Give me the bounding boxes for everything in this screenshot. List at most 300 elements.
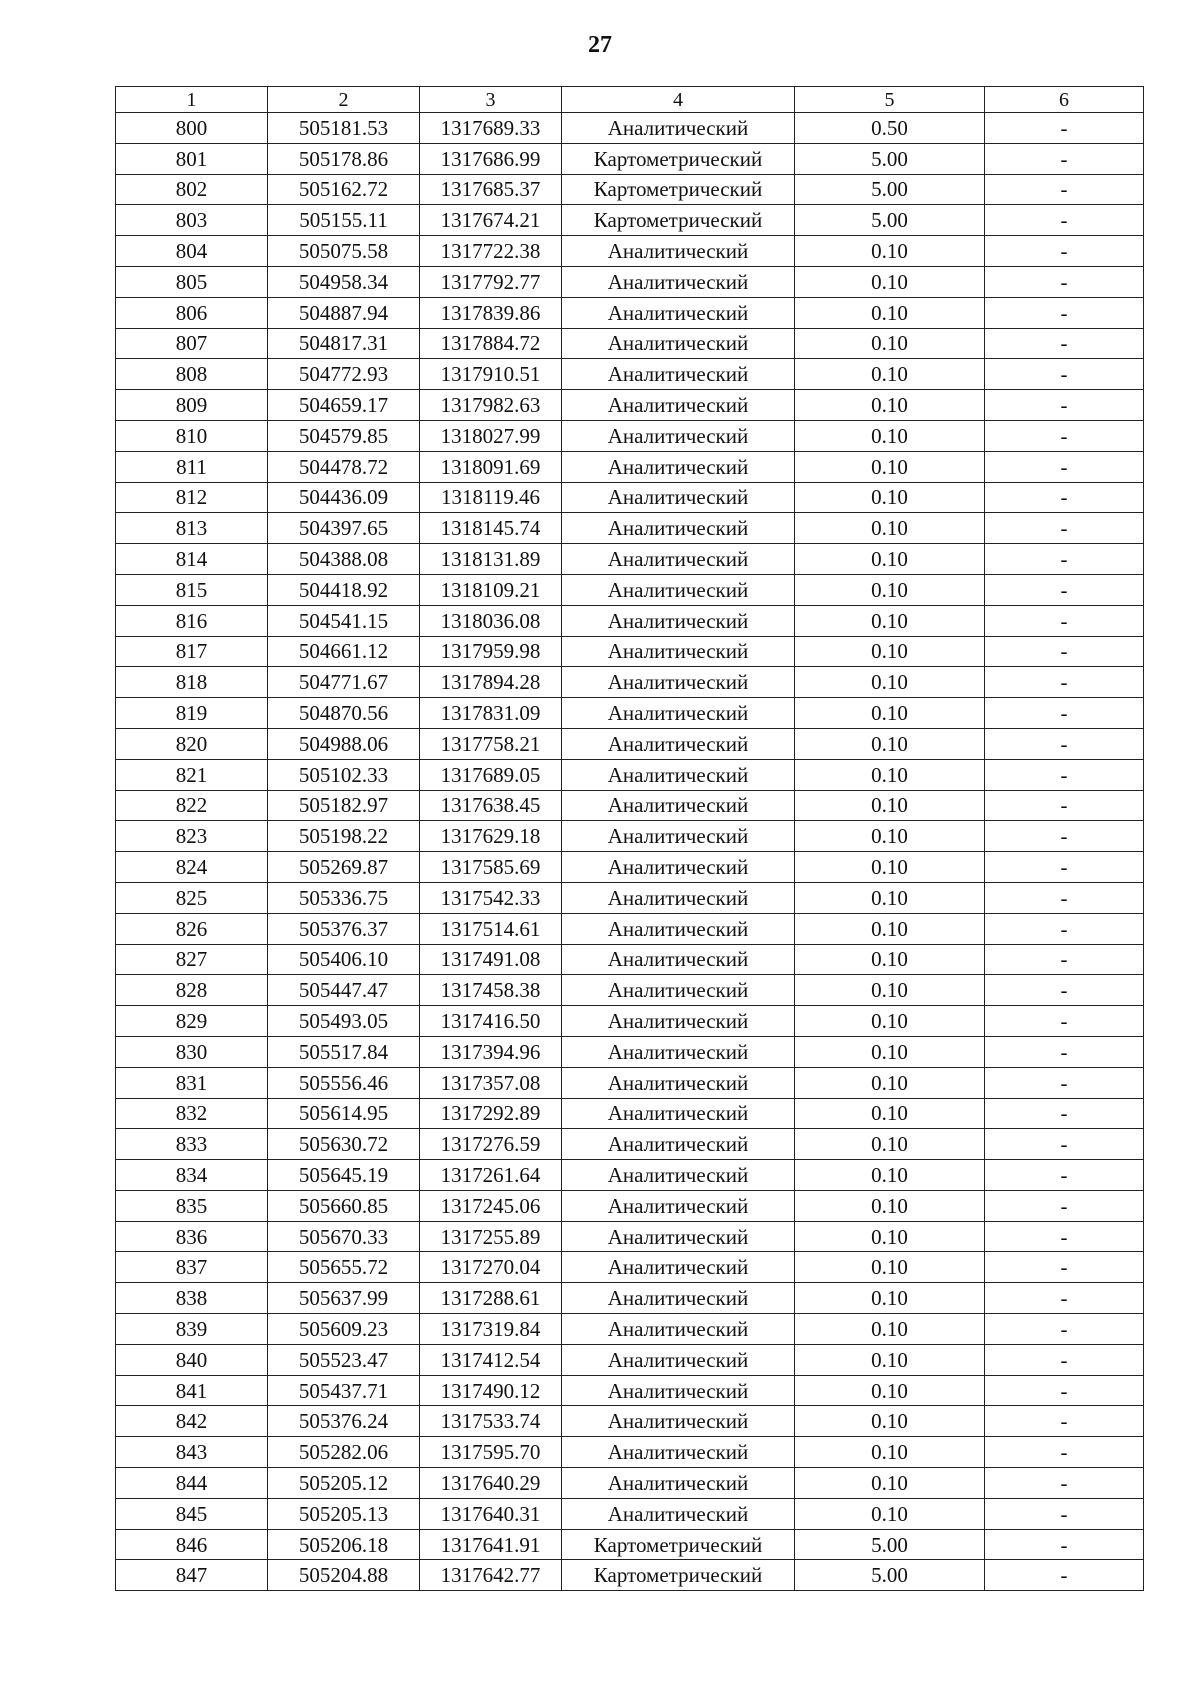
x-coordinate-cell: 505437.71: [268, 1375, 420, 1406]
method-cell: Аналитический: [562, 882, 795, 913]
y-coordinate-cell: 1317831.09: [420, 698, 562, 729]
accuracy-cell: 0.10: [795, 1314, 985, 1345]
accuracy-cell: 0.10: [795, 1190, 985, 1221]
point-number-cell: 821: [116, 759, 268, 790]
y-coordinate-cell: 1317689.05: [420, 759, 562, 790]
table-row: [116, 236, 1144, 267]
note-cell: -: [985, 451, 1144, 482]
y-coordinate-cell: 1317458.38: [420, 975, 562, 1006]
method-cell: Аналитический: [562, 944, 795, 975]
table-row: [116, 759, 1144, 790]
note-cell: -: [985, 1498, 1144, 1529]
y-coordinate-cell: 1317674.21: [420, 205, 562, 236]
y-coordinate-cell: 1317884.72: [420, 328, 562, 359]
note-cell: -: [985, 359, 1144, 390]
x-coordinate-cell: 504870.56: [268, 698, 420, 729]
point-number-cell: 814: [116, 544, 268, 575]
point-number-cell: 829: [116, 1006, 268, 1037]
point-number-cell: 842: [116, 1406, 268, 1437]
table-row: [116, 420, 1144, 451]
point-number-cell: 846: [116, 1529, 268, 1560]
method-cell: Аналитический: [562, 1406, 795, 1437]
x-coordinate-cell: 504418.92: [268, 574, 420, 605]
point-number-cell: 847: [116, 1560, 268, 1591]
method-cell: Аналитический: [562, 1375, 795, 1406]
table-row: [116, 328, 1144, 359]
y-coordinate-cell: 1317982.63: [420, 390, 562, 421]
table-row: [116, 698, 1144, 729]
point-number-cell: 840: [116, 1344, 268, 1375]
note-cell: -: [985, 1252, 1144, 1283]
table-row: [116, 1252, 1144, 1283]
accuracy-cell: 0.10: [795, 544, 985, 575]
x-coordinate-cell: 504478.72: [268, 451, 420, 482]
note-cell: -: [985, 1036, 1144, 1067]
method-cell: Аналитический: [562, 236, 795, 267]
y-coordinate-cell: 1317270.04: [420, 1252, 562, 1283]
x-coordinate-cell: 505655.72: [268, 1252, 420, 1283]
method-cell: Аналитический: [562, 266, 795, 297]
table-row: [116, 852, 1144, 883]
method-cell: Аналитический: [562, 790, 795, 821]
x-coordinate-cell: 505660.85: [268, 1190, 420, 1221]
note-cell: -: [985, 420, 1144, 451]
accuracy-cell: 0.10: [795, 1252, 985, 1283]
y-coordinate-cell: 1317394.96: [420, 1036, 562, 1067]
point-number-cell: 816: [116, 605, 268, 636]
accuracy-cell: 0.10: [795, 359, 985, 390]
x-coordinate-cell: 505198.22: [268, 821, 420, 852]
accuracy-cell: 0.10: [795, 1036, 985, 1067]
note-cell: -: [985, 1468, 1144, 1499]
y-coordinate-cell: 1317491.08: [420, 944, 562, 975]
point-number-cell: 832: [116, 1098, 268, 1129]
table-row: [116, 1067, 1144, 1098]
accuracy-cell: 0.10: [795, 266, 985, 297]
x-coordinate-cell: 505155.11: [268, 205, 420, 236]
point-number-cell: 820: [116, 728, 268, 759]
y-coordinate-cell: 1317292.89: [420, 1098, 562, 1129]
method-cell: Аналитический: [562, 113, 795, 144]
table-row: [116, 728, 1144, 759]
accuracy-cell: 5.00: [795, 174, 985, 205]
table-row: [116, 1406, 1144, 1437]
table-row: [116, 790, 1144, 821]
table-row: [116, 821, 1144, 852]
point-number-cell: 806: [116, 297, 268, 328]
table-row: [116, 451, 1144, 482]
accuracy-cell: 0.50: [795, 113, 985, 144]
accuracy-cell: 0.10: [795, 1498, 985, 1529]
accuracy-cell: 0.10: [795, 574, 985, 605]
y-coordinate-cell: 1318145.74: [420, 513, 562, 544]
point-number-cell: 805: [116, 266, 268, 297]
point-number-cell: 817: [116, 636, 268, 667]
accuracy-cell: 0.10: [795, 913, 985, 944]
point-number-cell: 836: [116, 1221, 268, 1252]
method-cell: Аналитический: [562, 1314, 795, 1345]
x-coordinate-cell: 504436.09: [268, 482, 420, 513]
point-number-cell: 838: [116, 1283, 268, 1314]
accuracy-cell: 0.10: [795, 1160, 985, 1191]
method-cell: Картометрический: [562, 143, 795, 174]
x-coordinate-cell: 505205.13: [268, 1498, 420, 1529]
accuracy-cell: 0.10: [795, 1221, 985, 1252]
note-cell: -: [985, 328, 1144, 359]
accuracy-cell: 0.10: [795, 1283, 985, 1314]
accuracy-cell: 0.10: [795, 1006, 985, 1037]
y-coordinate-cell: 1317595.70: [420, 1437, 562, 1468]
method-cell: Аналитический: [562, 1098, 795, 1129]
method-cell: Аналитический: [562, 698, 795, 729]
column-header: 5: [795, 87, 985, 113]
y-coordinate-cell: 1317642.77: [420, 1560, 562, 1591]
accuracy-cell: 0.10: [795, 390, 985, 421]
x-coordinate-cell: 505406.10: [268, 944, 420, 975]
x-coordinate-cell: 504958.34: [268, 266, 420, 297]
note-cell: -: [985, 236, 1144, 267]
note-cell: -: [985, 574, 1144, 605]
y-coordinate-cell: 1317839.86: [420, 297, 562, 328]
x-coordinate-cell: 505376.37: [268, 913, 420, 944]
x-coordinate-cell: 505178.86: [268, 143, 420, 174]
table-row: [116, 1375, 1144, 1406]
x-coordinate-cell: 505517.84: [268, 1036, 420, 1067]
method-cell: Аналитический: [562, 605, 795, 636]
table-row: [116, 1098, 1144, 1129]
accuracy-cell: 5.00: [795, 1560, 985, 1591]
method-cell: Аналитический: [562, 667, 795, 698]
method-cell: Аналитический: [562, 574, 795, 605]
accuracy-cell: 0.10: [795, 1344, 985, 1375]
point-number-cell: 815: [116, 574, 268, 605]
y-coordinate-cell: 1317792.77: [420, 266, 562, 297]
point-number-cell: 834: [116, 1160, 268, 1191]
x-coordinate-cell: 505670.33: [268, 1221, 420, 1252]
note-cell: -: [985, 913, 1144, 944]
x-coordinate-cell: 504579.85: [268, 420, 420, 451]
accuracy-cell: 0.10: [795, 698, 985, 729]
note-cell: -: [985, 1006, 1144, 1037]
point-number-cell: 807: [116, 328, 268, 359]
x-coordinate-cell: 504887.94: [268, 297, 420, 328]
point-number-cell: 835: [116, 1190, 268, 1221]
table-row: [116, 882, 1144, 913]
x-coordinate-cell: 505205.12: [268, 1468, 420, 1499]
table-row: [116, 1560, 1144, 1591]
note-cell: -: [985, 390, 1144, 421]
accuracy-cell: 0.10: [795, 882, 985, 913]
point-number-cell: 843: [116, 1437, 268, 1468]
y-coordinate-cell: 1317641.91: [420, 1529, 562, 1560]
note-cell: -: [985, 790, 1144, 821]
accuracy-cell: 0.10: [795, 482, 985, 513]
note-cell: -: [985, 266, 1144, 297]
y-coordinate-cell: 1317255.89: [420, 1221, 562, 1252]
point-number-cell: 845: [116, 1498, 268, 1529]
accuracy-cell: 0.10: [795, 636, 985, 667]
column-header: 2: [268, 87, 420, 113]
table-row: [116, 513, 1144, 544]
method-cell: Аналитический: [562, 513, 795, 544]
accuracy-cell: 0.10: [795, 1468, 985, 1499]
point-number-cell: 831: [116, 1067, 268, 1098]
table-row: [116, 297, 1144, 328]
accuracy-cell: 5.00: [795, 1529, 985, 1560]
y-coordinate-cell: 1317357.08: [420, 1067, 562, 1098]
table-row: [116, 205, 1144, 236]
x-coordinate-cell: 504388.08: [268, 544, 420, 575]
y-coordinate-cell: 1317288.61: [420, 1283, 562, 1314]
note-cell: -: [985, 1560, 1144, 1591]
method-cell: Аналитический: [562, 390, 795, 421]
column-header: 3: [420, 87, 562, 113]
column-header: 4: [562, 87, 795, 113]
point-number-cell: 844: [116, 1468, 268, 1499]
x-coordinate-cell: 505556.46: [268, 1067, 420, 1098]
x-coordinate-cell: 505614.95: [268, 1098, 420, 1129]
note-cell: -: [985, 698, 1144, 729]
method-cell: Картометрический: [562, 205, 795, 236]
point-number-cell: 823: [116, 821, 268, 852]
point-number-cell: 839: [116, 1314, 268, 1345]
x-coordinate-cell: 504661.12: [268, 636, 420, 667]
x-coordinate-cell: 505645.19: [268, 1160, 420, 1191]
accuracy-cell: 0.10: [795, 605, 985, 636]
x-coordinate-cell: 504771.67: [268, 667, 420, 698]
table-row: [116, 605, 1144, 636]
note-cell: -: [985, 728, 1144, 759]
note-cell: -: [985, 1314, 1144, 1345]
x-coordinate-cell: 504541.15: [268, 605, 420, 636]
accuracy-cell: 0.10: [795, 852, 985, 883]
point-number-cell: 808: [116, 359, 268, 390]
y-coordinate-cell: 1317640.31: [420, 1498, 562, 1529]
y-coordinate-cell: 1317416.50: [420, 1006, 562, 1037]
note-cell: -: [985, 852, 1144, 883]
table-row: [116, 1498, 1144, 1529]
y-coordinate-cell: 1317585.69: [420, 852, 562, 883]
y-coordinate-cell: 1317412.54: [420, 1344, 562, 1375]
y-coordinate-cell: 1317638.45: [420, 790, 562, 821]
method-cell: Аналитический: [562, 1067, 795, 1098]
y-coordinate-cell: 1317685.37: [420, 174, 562, 205]
table-row: [116, 390, 1144, 421]
y-coordinate-cell: 1318036.08: [420, 605, 562, 636]
note-cell: -: [985, 975, 1144, 1006]
note-cell: -: [985, 143, 1144, 174]
y-coordinate-cell: 1317722.38: [420, 236, 562, 267]
y-coordinate-cell: 1317894.28: [420, 667, 562, 698]
accuracy-cell: 0.10: [795, 728, 985, 759]
table-row: [116, 1529, 1144, 1560]
point-number-cell: 811: [116, 451, 268, 482]
y-coordinate-cell: 1317276.59: [420, 1129, 562, 1160]
x-coordinate-cell: 505182.97: [268, 790, 420, 821]
y-coordinate-cell: 1318091.69: [420, 451, 562, 482]
note-cell: -: [985, 113, 1144, 144]
point-number-cell: 830: [116, 1036, 268, 1067]
coordinates-table: [115, 86, 1144, 1591]
point-number-cell: 826: [116, 913, 268, 944]
method-cell: Аналитический: [562, 544, 795, 575]
y-coordinate-cell: 1317959.98: [420, 636, 562, 667]
y-coordinate-cell: 1317533.74: [420, 1406, 562, 1437]
x-coordinate-cell: 505376.24: [268, 1406, 420, 1437]
x-coordinate-cell: 505075.58: [268, 236, 420, 267]
method-cell: Аналитический: [562, 451, 795, 482]
method-cell: Аналитический: [562, 821, 795, 852]
y-coordinate-cell: 1317542.33: [420, 882, 562, 913]
accuracy-cell: 0.10: [795, 944, 985, 975]
method-cell: Аналитический: [562, 1468, 795, 1499]
note-cell: -: [985, 667, 1144, 698]
x-coordinate-cell: 505204.88: [268, 1560, 420, 1591]
table-row: [116, 1437, 1144, 1468]
column-header: 1: [116, 87, 268, 113]
accuracy-cell: 0.10: [795, 759, 985, 790]
point-number-cell: 822: [116, 790, 268, 821]
table-row: [116, 667, 1144, 698]
point-number-cell: 800: [116, 113, 268, 144]
method-cell: Аналитический: [562, 913, 795, 944]
accuracy-cell: 0.10: [795, 1067, 985, 1098]
table-row: [116, 544, 1144, 575]
y-coordinate-cell: 1318119.46: [420, 482, 562, 513]
x-coordinate-cell: 505206.18: [268, 1529, 420, 1560]
method-cell: Аналитический: [562, 975, 795, 1006]
table-row: [116, 113, 1144, 144]
note-cell: -: [985, 1129, 1144, 1160]
note-cell: -: [985, 1190, 1144, 1221]
y-coordinate-cell: 1317245.06: [420, 1190, 562, 1221]
accuracy-cell: 5.00: [795, 143, 985, 174]
accuracy-cell: 0.10: [795, 328, 985, 359]
method-cell: Аналитический: [562, 1283, 795, 1314]
point-number-cell: 809: [116, 390, 268, 421]
accuracy-cell: 0.10: [795, 297, 985, 328]
accuracy-cell: 0.10: [795, 420, 985, 451]
column-header: 6: [985, 87, 1144, 113]
method-cell: Аналитический: [562, 1221, 795, 1252]
method-cell: Картометрический: [562, 1529, 795, 1560]
note-cell: -: [985, 1160, 1144, 1191]
note-cell: -: [985, 1437, 1144, 1468]
y-coordinate-cell: 1317261.64: [420, 1160, 562, 1191]
x-coordinate-cell: 505269.87: [268, 852, 420, 883]
table-row: [116, 913, 1144, 944]
y-coordinate-cell: 1317758.21: [420, 728, 562, 759]
x-coordinate-cell: 504817.31: [268, 328, 420, 359]
point-number-cell: 824: [116, 852, 268, 883]
table-row: [116, 174, 1144, 205]
accuracy-cell: 0.10: [795, 1406, 985, 1437]
x-coordinate-cell: 505637.99: [268, 1283, 420, 1314]
note-cell: -: [985, 1221, 1144, 1252]
table-row: [116, 574, 1144, 605]
note-cell: -: [985, 636, 1144, 667]
x-coordinate-cell: 505282.06: [268, 1437, 420, 1468]
y-coordinate-cell: 1318109.21: [420, 574, 562, 605]
table-header-row: [116, 87, 1144, 113]
table-row: [116, 975, 1144, 1006]
method-cell: Аналитический: [562, 1252, 795, 1283]
note-cell: -: [985, 821, 1144, 852]
y-coordinate-cell: 1317689.33: [420, 113, 562, 144]
table-row: [116, 1314, 1144, 1345]
y-coordinate-cell: 1317319.84: [420, 1314, 562, 1345]
note-cell: -: [985, 944, 1144, 975]
x-coordinate-cell: 504659.17: [268, 390, 420, 421]
point-number-cell: 818: [116, 667, 268, 698]
method-cell: Аналитический: [562, 1036, 795, 1067]
point-number-cell: 837: [116, 1252, 268, 1283]
page-number: 27: [588, 32, 612, 58]
table-row: [116, 143, 1144, 174]
table-row: [116, 1468, 1144, 1499]
note-cell: -: [985, 882, 1144, 913]
x-coordinate-cell: 505630.72: [268, 1129, 420, 1160]
accuracy-cell: 0.10: [795, 821, 985, 852]
table-row: [116, 636, 1144, 667]
x-coordinate-cell: 504772.93: [268, 359, 420, 390]
method-cell: Аналитический: [562, 482, 795, 513]
y-coordinate-cell: 1317910.51: [420, 359, 562, 390]
table-row: [116, 1160, 1144, 1191]
point-number-cell: 833: [116, 1129, 268, 1160]
x-coordinate-cell: 505181.53: [268, 113, 420, 144]
y-coordinate-cell: 1317490.12: [420, 1375, 562, 1406]
table-row: [116, 359, 1144, 390]
note-cell: -: [985, 1406, 1144, 1437]
accuracy-cell: 0.10: [795, 1437, 985, 1468]
note-cell: -: [985, 513, 1144, 544]
method-cell: Аналитический: [562, 297, 795, 328]
point-number-cell: 801: [116, 143, 268, 174]
note-cell: -: [985, 605, 1144, 636]
note-cell: -: [985, 1344, 1144, 1375]
table-row: [116, 1190, 1144, 1221]
accuracy-cell: 0.10: [795, 667, 985, 698]
accuracy-cell: 0.10: [795, 1098, 985, 1129]
method-cell: Аналитический: [562, 1129, 795, 1160]
x-coordinate-cell: 504988.06: [268, 728, 420, 759]
table-body: [116, 87, 1144, 1591]
x-coordinate-cell: 505523.47: [268, 1344, 420, 1375]
method-cell: Картометрический: [562, 1560, 795, 1591]
y-coordinate-cell: 1318027.99: [420, 420, 562, 451]
method-cell: Аналитический: [562, 1437, 795, 1468]
note-cell: -: [985, 174, 1144, 205]
method-cell: Аналитический: [562, 636, 795, 667]
point-number-cell: 804: [116, 236, 268, 267]
point-number-cell: 828: [116, 975, 268, 1006]
method-cell: Аналитический: [562, 1006, 795, 1037]
note-cell: -: [985, 1098, 1144, 1129]
x-coordinate-cell: 505609.23: [268, 1314, 420, 1345]
method-cell: Аналитический: [562, 852, 795, 883]
point-number-cell: 810: [116, 420, 268, 451]
x-coordinate-cell: 505336.75: [268, 882, 420, 913]
method-cell: Аналитический: [562, 1344, 795, 1375]
point-number-cell: 812: [116, 482, 268, 513]
accuracy-cell: 0.10: [795, 451, 985, 482]
point-number-cell: 825: [116, 882, 268, 913]
note-cell: -: [985, 1283, 1144, 1314]
point-number-cell: 813: [116, 513, 268, 544]
method-cell: Аналитический: [562, 1498, 795, 1529]
y-coordinate-cell: 1317640.29: [420, 1468, 562, 1499]
